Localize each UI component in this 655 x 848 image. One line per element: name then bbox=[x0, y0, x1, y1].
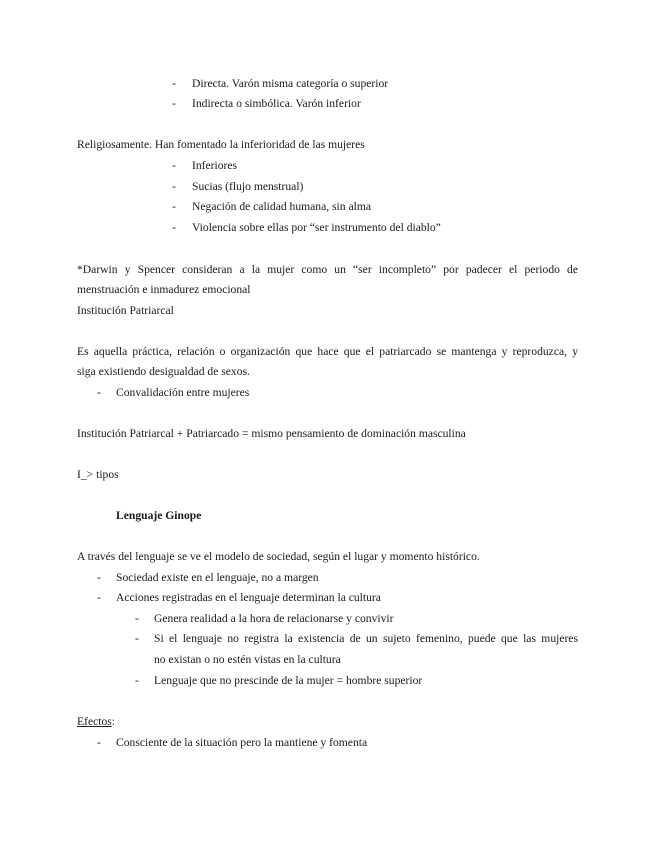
efectos-label: Efectos bbox=[77, 715, 112, 728]
bullet-text: Sucias (flujo menstrual) bbox=[192, 180, 304, 193]
types-line: I_> tipos bbox=[77, 468, 119, 481]
sub-bullet-text: Genera realidad a la hora de relacionarse y convivir bbox=[154, 612, 394, 625]
bullet-text: Inferiores bbox=[192, 159, 238, 172]
bullet-text: Indirecta o simbólica. Varón inferior bbox=[192, 97, 361, 110]
paragraph-definition-line2: siga existiendo desigualdad de sexos. bbox=[77, 365, 250, 378]
bullet-dash: - bbox=[97, 386, 101, 399]
paragraph-lenguaje-intro: A través del lenguaje se ve el modelo de sociedad, según el lugar y momento histórico. bbox=[77, 550, 480, 563]
bullet-dash: - bbox=[172, 180, 176, 193]
bullet-dash: - bbox=[172, 200, 176, 213]
bullet-text: Violencia sobre ellas por “ser instrumento del diablo” bbox=[192, 221, 441, 234]
bullet-dash: - bbox=[97, 736, 101, 749]
sub-bullet-text: Lenguaje que no prescinde de la mujer = hombre superior bbox=[154, 674, 423, 687]
bullet-text: Convalidación entre mujeres bbox=[116, 386, 250, 399]
bullet-dash: - bbox=[97, 591, 101, 604]
equation-line: Institución Patriarcal + Patriarcado = mismo pensamiento de dominación masculina bbox=[77, 427, 466, 440]
bullet-dash: - bbox=[172, 221, 176, 234]
efectos-colon: : bbox=[111, 715, 115, 728]
sub-bullet-dash: - bbox=[135, 674, 139, 687]
bullet-dash: - bbox=[172, 159, 176, 172]
sub-bullet-text-line1: Si el lenguaje no registra la existencia de un sujeto femenino, puede que las mujeres bbox=[154, 632, 578, 645]
paragraph-darwin-line1: *Darwin y Spencer consideran a la mujer como un “ser incompleto” por padecer el periodo de bbox=[77, 263, 578, 276]
section-title-lenguaje: Lenguaje Ginope bbox=[116, 509, 202, 522]
section-heading-institucion: Institución Patriarcal bbox=[77, 304, 174, 317]
bullet-dash: - bbox=[172, 77, 176, 90]
bullet-dash: - bbox=[97, 571, 101, 584]
bullet-text: Directa. Varón misma categoría o superior bbox=[192, 77, 389, 90]
bullet-dash: - bbox=[172, 97, 176, 110]
bullet-text: Consciente de la situación pero la mantiene y fomenta bbox=[116, 736, 368, 749]
sub-bullet-dash: - bbox=[135, 632, 139, 645]
sub-bullet-dash: - bbox=[135, 612, 139, 625]
section-heading-religiosamente: Religiosamente. Han fomentado la inferioridad de las mujeres bbox=[77, 138, 365, 151]
paragraph-definition-line1: Es aquella práctica, relación o organización que hace que el patriarcado se mantenga y reproduzca, y bbox=[77, 345, 578, 358]
section-heading-efectos bbox=[77, 715, 115, 729]
bullet-text: Negación de calidad humana, sin alma bbox=[192, 200, 371, 213]
sub-bullet-text-line2: no existan o no estén vistas en la cultura bbox=[154, 653, 341, 666]
bullet-text: Sociedad existe en el lenguaje, no a margen bbox=[116, 571, 319, 584]
bullet-text: Acciones registradas en el lenguaje determinan la cultura bbox=[116, 591, 381, 604]
paragraph-darwin-line2: menstruación e inmadurez emocional bbox=[77, 283, 251, 296]
